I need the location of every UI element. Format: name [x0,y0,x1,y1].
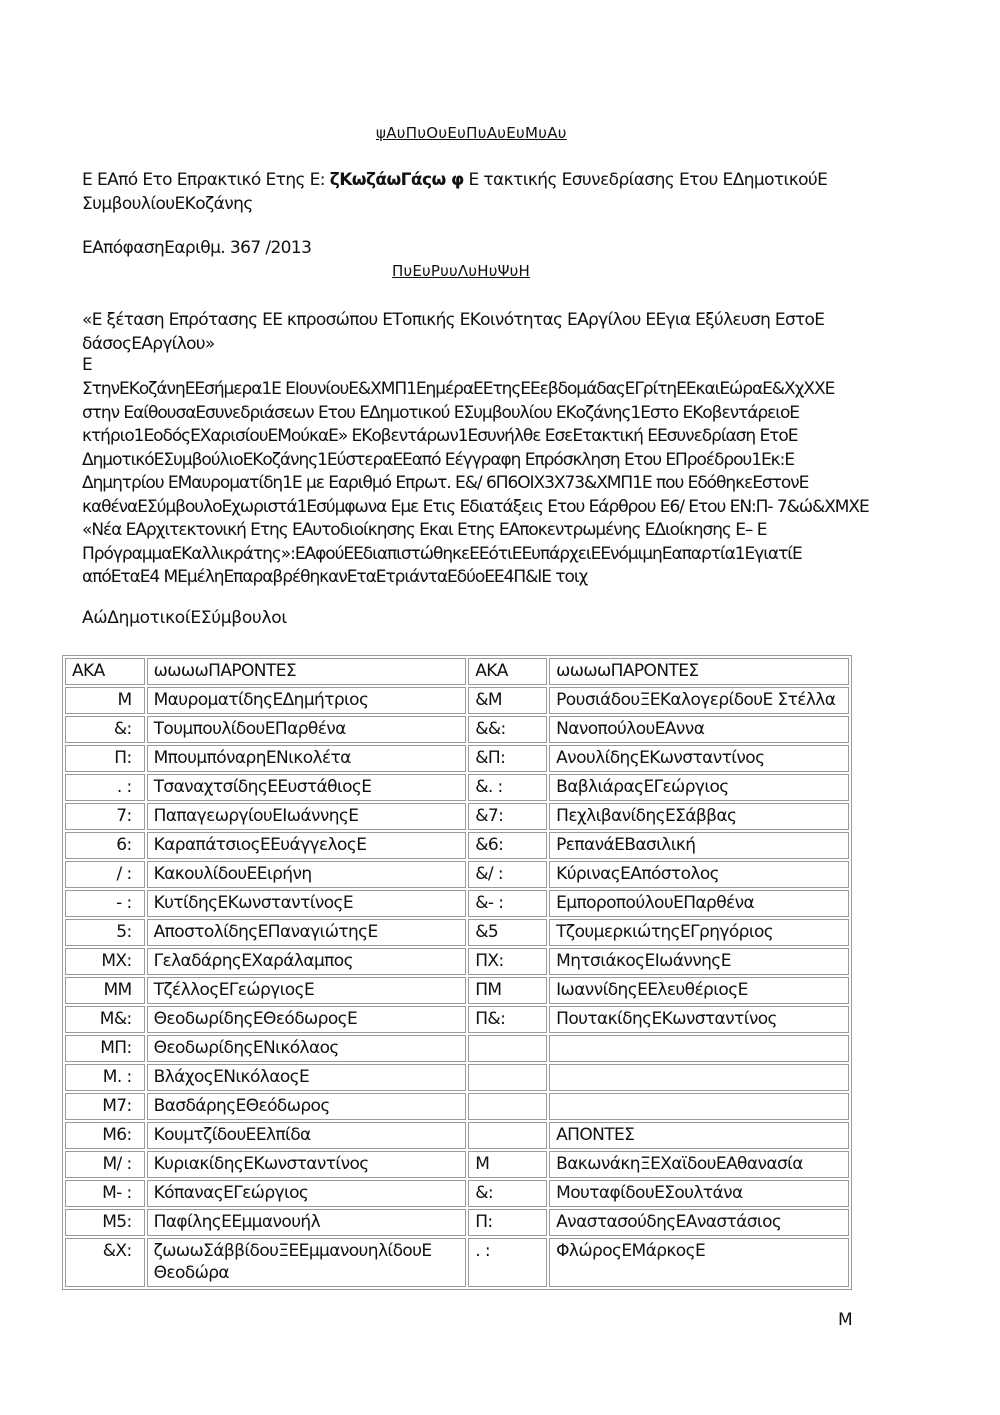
member-name: ΚύριναςΕΑπόστολος [549,861,849,888]
member-name: ΝανοπούλουΕΑννα [549,716,849,743]
table-row [65,1122,849,1149]
member-number: Μ [468,1151,547,1178]
member-name: ΑποστολίδηςΕΠαναγιώτηςΕ [147,919,467,946]
member-name: ΠουτακίδηςΕΚωνσταντίνος [549,1006,849,1033]
body-line: ΔημοτικόΕΣυμβούλιοΕΚοζάνης1ΕύστεραΕΕαπό Εέγγραφη Επρόσκληση Ετου ΕΠροέδρου1Εκ:Ε [82,449,795,470]
member-number: Μ5: [65,1209,145,1236]
member-number [468,1093,547,1120]
table-body [65,687,849,1287]
member-name: ΙωαννίδηςΕΕλευθέριοςΕ [549,977,849,1004]
member-name: ΚακουλίδουΕΕιρήνη [147,861,467,888]
table-row [65,774,849,801]
member-number: Μ- : [65,1180,145,1207]
table-row [65,745,849,772]
table-row [65,890,849,917]
header-cell: ωωωωΠΑΡΟΝΤΕΣ [549,658,849,685]
body-line: ΣτηνΕΚοζάνηΕΕσήμερα1Ε ΕΙουνίουΕ&ΧΜΠ1ΕημέραΕΕτηςΕΕεβδομάδαςΕΓρίτηΕΕκαιΕώραΕ&ΧχΧΧΕ [82,379,835,399]
header-cell: ωωωωΠΑΡΟΝΤΕΣ [147,658,467,685]
member-name: ΜητσιάκοςΕΙωάννηςΕ [549,948,849,975]
member-name: ΚυριακίδηςΕΚωνσταντίνος [147,1151,467,1178]
member-number: &6: [468,832,547,859]
member-name: ΓελαδάρηςΕΧαράλαμπος [147,948,467,975]
intro-line-1 [82,168,882,192]
member-name [549,1093,849,1120]
member-number: ΠΜ [468,977,547,1004]
member-number [468,1064,547,1091]
member-name: ΜπουμπόναρηΕΝικολέτα [147,745,467,772]
member-number: 7: [65,803,145,830]
member-number [468,1035,547,1062]
member-number: &Μ [468,687,547,714]
table-row [65,1209,849,1236]
member-number: . : [468,1238,547,1287]
member-name: ΚόπαναςΕΓεώργιος [147,1180,467,1207]
table-row [65,1151,849,1178]
members-title: ΑώΔημοτικοίΕΣύμβουλοι [82,608,287,628]
member-name: ΠαπαγεωργίουΕΙωάννηςΕ [147,803,467,830]
member-number: Μ/ : [65,1151,145,1178]
subject-line: «Ε ξέταση Επρότασης ΕΕ κπροσώπου ΕΤοπικής ΕΚοινότητας ΕΑργίλου ΕΕγια Εξύλευση ΕστοΕ [82,310,825,330]
body-line: στην ΕαίθουσαΕσυνεδριάσεων Ετου ΕΔημοτικού ΕΣυμβουλίου ΕΚοζάνης1Εστο ΕΚοβεντάρειοΕ [82,402,799,423]
subject-paragraph [82,308,872,356]
member-name: ΜαυροματίδηςΕΔημήτριος [147,687,467,714]
member-number: Μ7: [65,1093,145,1120]
member-number: Π: [65,745,145,772]
member-name: ΚαραπάτσιοςΕΕυάγγελοςΕ [147,832,467,859]
member-number: &. : [468,774,547,801]
member-name: ΚυτίδηςΕΚωνσταντίνοςΕ [147,890,467,917]
header-cell: ΑΚΑ [468,658,547,685]
intro-line-2: ΣυμβουλίουΕΚοζάνης [82,194,253,214]
member-name: ΡεπανάΕΒασιλική [549,832,849,859]
decision-heading: ΠυΕυΡυυΛυΗυΨυΗ [392,262,530,280]
member-name: ΠεχλιβανίδηςΕΣάββας [549,803,849,830]
body-line: Δημητρίου ΕΜαυροματίδη1Ε με Εαριθμό Επρωτ. Ε&/ 6Π6ΟΙΧ3Χ73&ΧΜΠ1Ε που ΕδόθηκεΕστονΕ [82,473,809,493]
member-number: &&: [468,716,547,743]
member-number: 6: [65,832,145,859]
members-table [62,655,852,1290]
subject-line: δάσοςΕΑργίλου» [82,334,215,354]
table-row [65,1006,849,1033]
member-name: ΒαβλιάραςΕΓεώργιος [549,774,849,801]
spacer-text: Ε [82,355,93,375]
member-name: ΒλάχοςΕΝικόλαοςΕ [147,1064,467,1091]
table-row [65,1238,849,1287]
body-line: «Νέα ΕΑρχιτεκτονική Ετης ΕΑυτοδιοίκησης Εκαι Ετης ΕΑποκεντρωμένης ΕΔιοίκησης Ε– Ε [82,520,767,540]
member-name: ΠαφίληςΕΕμμανουήλ [147,1209,467,1236]
member-name: ΦλώροςΕΜάρκοςΕ [549,1238,849,1287]
intro-line-1-prefix: Ε ΕΑπό Ετο Επρακτικό Ετης Ε: [82,170,325,190]
member-name: ΤουμπουλίδουΕΠαρθένα [147,716,467,743]
member-name: ΕμποροπούλουΕΠαρθένα [549,890,849,917]
page-number: Μ [838,1310,853,1330]
member-number: ΠΧ: [468,948,547,975]
intro-paragraph [82,168,882,216]
member-number: &: [468,1180,547,1207]
member-name: ΒασδάρηςΕΘεόδωρος [147,1093,467,1120]
table-row [65,1064,849,1091]
member-name: ΑΠΟΝΤΕΣ [549,1122,849,1149]
member-number: &5 [468,919,547,946]
member-name: ΤζέλλοςΕΓεώργιοςΕ [147,977,467,1004]
table-row [65,687,849,714]
table-row [65,832,849,859]
member-name [549,1035,849,1062]
member-number: &7: [468,803,547,830]
member-number: &: [65,716,145,743]
member-number: ΜΜ [65,977,145,1004]
member-number: . : [65,774,145,801]
table-header-row [65,658,849,685]
member-number: / : [65,861,145,888]
member-number: &/ : [468,861,547,888]
member-number: Μ. : [65,1064,145,1091]
member-name: ΤζουμερκιώτηςΕΓρηγόριος [549,919,849,946]
body-paragraph [82,378,882,590]
table-row [65,1093,849,1120]
member-number: Μ&: [65,1006,145,1033]
member-name: ΑναστασούδηςΕΑναστάσιος [549,1209,849,1236]
body-line: κτήριο1ΕοδόςΕΧαρισίουΕΜούκαΕ» ΕΚοβεντάρων1Εσυνήλθε ΕσεΕτακτική ΕΕσυνεδρίαση ΕτοΕ [82,426,798,446]
meeting-number: ζΚωζάωΓάςω φ [329,170,464,190]
member-number: Μ6: [65,1122,145,1149]
member-number: ΜΧ: [65,948,145,975]
member-number [468,1122,547,1149]
member-number: - : [65,890,145,917]
table-row [65,948,849,975]
member-name: ΒακωνάκηΞΕΧαϊδουΕΑθανασία [549,1151,849,1178]
member-name: ΑνουλίδηςΕΚωνσταντίνος [549,745,849,772]
member-name: ΜουταφίδουΕΣουλτάνα [549,1180,849,1207]
member-number: &- : [468,890,547,917]
member-number: 5: [65,919,145,946]
member-name: ΤσαναχτσίδηςΕΕυστάθιοςΕ [147,774,467,801]
table-row [65,716,849,743]
member-number: ΜΠ: [65,1035,145,1062]
table-row [65,861,849,888]
body-line: καθέναΕΣύμβουλοΕχωριστά1Εσύμφωνα Εμε Ετις Εδιατάξεις Ετου Εάρθρου Ε6/ Ετου ΕΝ:Π- 7&ώ&ΧΜΧΕ [82,496,869,517]
header-cell: ΑΚΑ [65,658,145,685]
table-row [65,977,849,1004]
body-line: απόΕταΕ4 ΜΕμέληΕπαραβρέθηκανΕταΕτριάνταΕδύοΕΕ4Π&ΙΕ τοιχ [82,567,588,587]
member-name: ΡουσιάδουΞΕΚαλογερίδουΕ Στέλλα [549,687,849,714]
member-name: ζωωωΣάββίδουΞΕΕμμανουηλίδουΕ Θεοδώρα [147,1238,467,1287]
member-number: Μ [65,687,145,714]
member-name: ΚουμτζίδουΕΕλπίδα [147,1122,467,1149]
intro-line-1-suffix: Ε τακτικής Εσυνεδρίασης Ετου ΕΔημοτικούΕ [468,170,828,190]
member-number: &Χ: [65,1238,145,1287]
member-number: Π: [468,1209,547,1236]
member-number: &Π: [468,745,547,772]
member-number: Π&: [468,1006,547,1033]
body-line: ΠρόγραμμαΕΚαλλικράτης»:ΕΑφούΕΕδιαπιστώθηκεΕΕότιΕΕυπάρχειΕΕνόμιμηΕαπαρτία1ΕγιατίΕ [82,543,802,564]
document-header: ψΑυΠυΟυΕυΠυΑυΕυΜυΑυ [376,124,567,142]
member-name: ΘεοδωρίδηςΕΘεόδωροςΕ [147,1006,467,1033]
decision-number: ΕΑπόφασηΕαριθμ. 367 /2013 [82,238,312,258]
table-row [65,1035,849,1062]
member-name: ΘεοδωρίδηςΕΝικόλαος [147,1035,467,1062]
table-row [65,1180,849,1207]
table-row [65,919,849,946]
member-name [549,1064,849,1091]
table-row [65,803,849,830]
